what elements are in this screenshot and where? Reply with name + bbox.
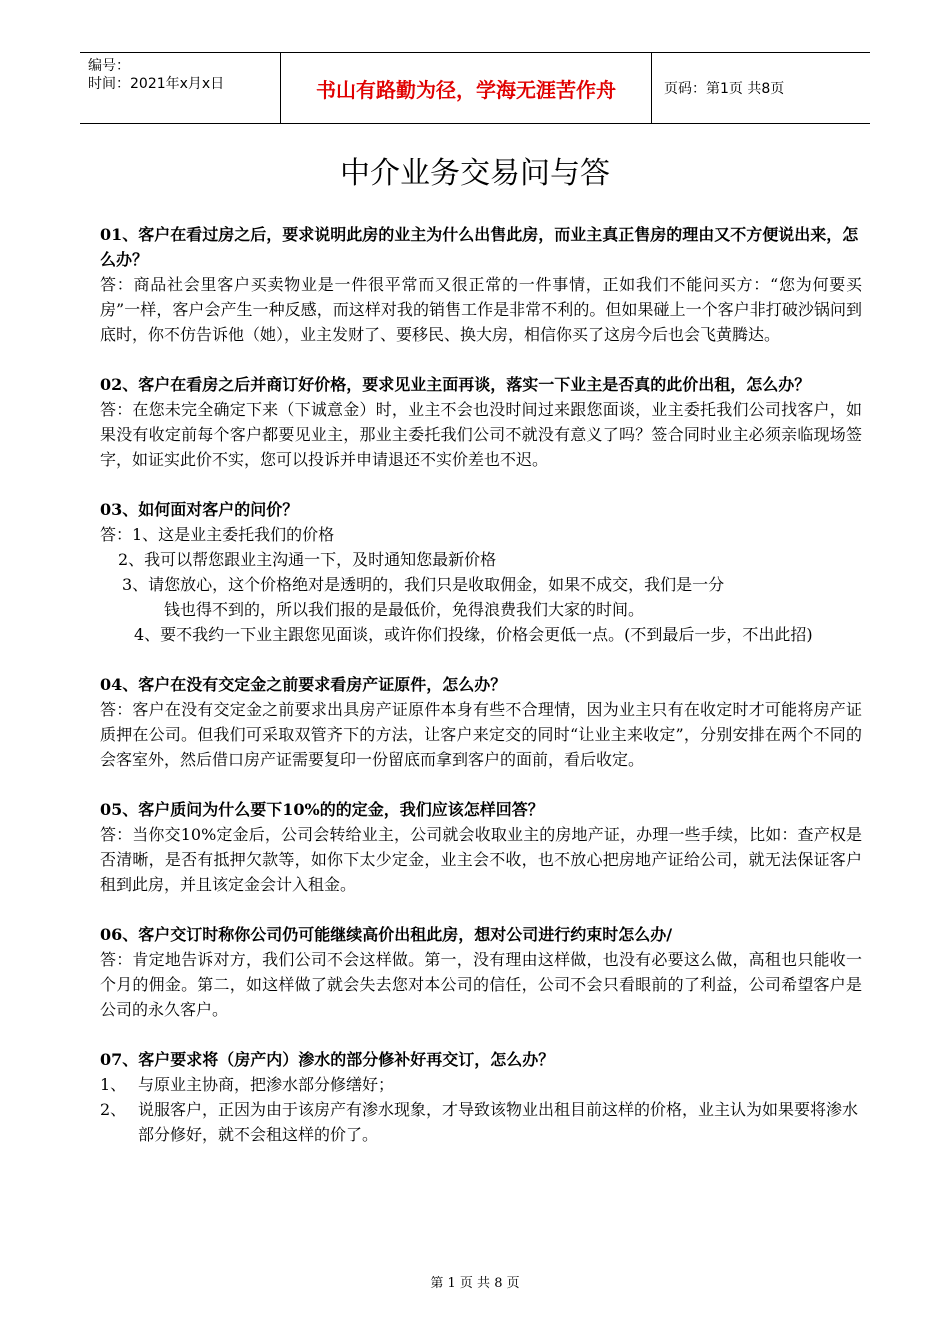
qa-item-07 [100,1047,862,1147]
document-body [100,222,862,1172]
answer: 答：商品社会里客户买卖物业是一件很平常而又很正常的一件事情，正如我们不能问买方：“您为何要买房”一样，客户会产生一种反感，而这样对我的销售工作是非常不利的。但如果碰上一个客户非打破沙锅问到底时，你不仿告诉他（她），业主发财了、要移民、换大房，相信你买了这房今后也会飞黄腾达。 [100,275,862,344]
page-header [80,52,870,124]
qa-item-03 [100,497,862,647]
number-label: 编号： [88,58,130,74]
qa-item-04 [100,672,862,772]
item-number: 1、 [100,1075,127,1094]
qa-item-02 [100,372,862,472]
answer: 答：肯定地告诉对方，我们公司不会这样做。第一，没有理由这样做，也没有必要这么做，高租也只能收一个月的佣金。第二，如这样做了就会失去您对本公司的信任，公司不会只看眼前的了利益，公司希望客户是公司的永久客户。 [100,950,862,1019]
question: 03、如何面对客户的问价？ [100,500,299,519]
answer-line: 4、要不我约一下业主跟您见面谈，或许你们投缘，价格会更低一点。(不到最后一步，不出此招) [134,625,813,644]
item-text: 与原业主协商，把渗水部分修缮好； [138,1075,395,1094]
qa-item-05 [100,797,862,897]
time-label: 时间：2021年x月x日 [88,76,225,92]
header-meta [80,53,280,123]
answer-line: 3、请您放心，这个价格绝对是透明的，我们只是收取佣金，如果不成交，我们是一分 [122,575,725,594]
question: 06、客户交订时称你公司仍可能继续高价出租此房，想对公司进行约束时怎么办/ [100,925,673,944]
header-page-info: 页码：第1页 共8页 [664,81,785,97]
answer: 答：在您未完全确定下来（下诚意金）时，业主不会也没时间过来跟您面谈，业主委托我们公司找客户，如果没有收定前每个客户都要见业主，那业主委托我们公司不就没有意义了吗？签合同时业主必须亲临现场签字，如证实此价不实，您可以投诉并申请退还不实价差也不迟。 [100,400,862,469]
document-title: 中介业务交易问与答 [340,156,610,191]
item-text: 说服客户，正因为由于该房产有渗水现象，才导致该物业出租目前这样的价格，业主认为如果要将渗水部分修好，就不会租这样的价了。 [138,1100,859,1144]
numbered-item [100,1097,862,1147]
qa-item-06 [100,922,862,1022]
header-motto: 书山有路勤为径，学海无涯苦作舟 [280,53,652,123]
question: 05、客户质问为什么要下10%的的定金，我们应该怎样回答？ [100,800,544,819]
question: 04、客户在没有交定金之前要求看房产证原件，怎么办？ [100,675,507,694]
answer: 答：当你交10%定金后，公司会转给业主，公司就会收取业主的房地产证，办理一些手续，比如：查产权是否清晰，是否有抵押欠款等，如你下太少定金，业主会不收，也不放心把房地产证给公司，就无法保证客户租到此房，并且该定金会计入租金。 [100,825,862,894]
answer-line: 答：1、这是业主委托我们的价格 [100,525,335,544]
answer: 答：客户在没有交定金之前要求出具房产证原件本身有些不合理情，因为业主只有在收定时才可能将房产证质押在公司。但我们可采取双管齐下的方法，让客户来定交的同时“让业主来收定”，分别安排在两个不同的会客室外，然后借口房产证需要复印一份留底而拿到客户的面前，看后收定。 [100,700,862,769]
answer-line: 2、我可以帮您跟业主沟通一下，及时通知您最新价格 [118,550,497,569]
qa-item-01 [100,222,862,347]
question: 07、客户要求将（房产内）渗水的部分修补好再交订，怎么办？ [100,1050,555,1069]
answer-line: 钱也得不到的，所以我们报的是最低价，免得浪费我们大家的时间。 [164,600,645,619]
question: 01、客户在看过房之后，要求说明此房的业主为什么出售此房，而业主真正售房的理由又不方便说出来，怎么办？ [100,225,859,269]
question: 02、客户在看房之后并商订好价格，要求见业主面再谈，落实一下业主是否真的此价出租，怎么办？ [100,375,811,394]
numbered-item [100,1072,862,1097]
item-number: 2、 [100,1100,127,1119]
page-footer: 第 1 页 共 8 页 [430,1276,520,1291]
